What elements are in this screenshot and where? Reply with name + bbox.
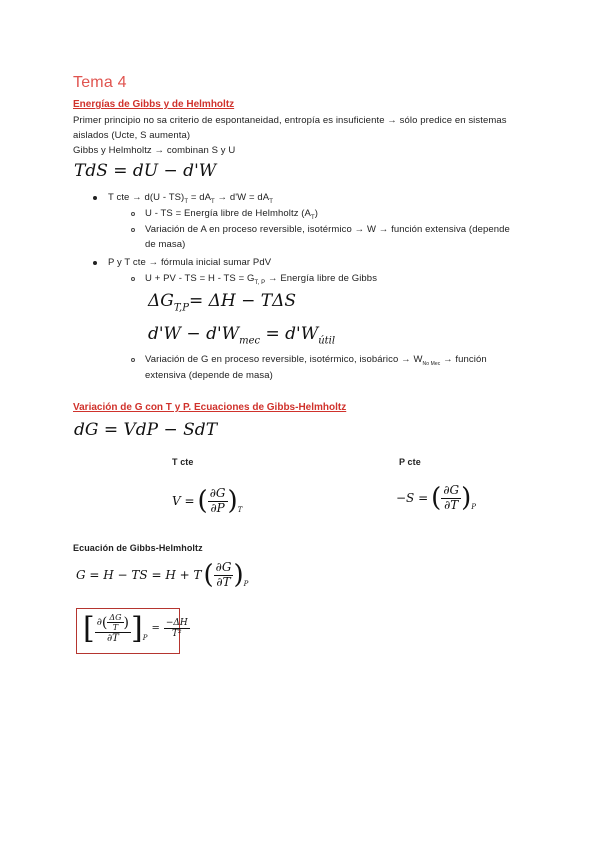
equation-dg: dG = VdP − SdT <box>74 420 218 440</box>
bullet-t-cte-sub-c: T <box>269 198 273 205</box>
variation-g-line-1 <box>145 354 487 367</box>
label-p-cte: P cte <box>399 457 421 467</box>
bracket-right: ] <box>131 610 143 646</box>
gibbs-definition-text: U + PV - TS = H - TS = G <box>145 273 255 284</box>
paren-right: ) <box>123 614 129 631</box>
equation-v <box>172 486 242 516</box>
fraction-v-num: ∂G <box>209 485 226 500</box>
paren-right: ) <box>233 560 244 590</box>
equation-g-lhs: G = H − TS = H + T <box>76 568 202 582</box>
intro-line-1: Primer principio no sa criterio de espontaneidad, entropía es insuficiente → sólo predice en sistemas <box>73 115 507 126</box>
fraction-s-num: ∂G <box>443 482 460 497</box>
equation-tds: TdS = dU − d'W <box>74 161 217 181</box>
bullet-t-cte-text-b: = dA <box>188 192 212 203</box>
gibbs-definition-sub: T, P <box>254 279 266 286</box>
variation-g-sub: No Mec <box>422 360 441 367</box>
sub-bullet-circle <box>131 358 135 362</box>
bullet-t-cte-sub-b: T <box>211 198 215 205</box>
equals-sign: = <box>151 623 160 635</box>
bullet-p-t-cte: P y T cte → fórmula inicial sumar PdV <box>108 257 272 268</box>
paren-left: ( <box>203 560 214 590</box>
sub-bullet-circle <box>131 277 135 281</box>
bullet-t-cte-sub: T <box>184 198 189 205</box>
boxed-equation-content <box>83 610 190 646</box>
equation-s-sub: P <box>471 503 476 511</box>
helmholtz-definition <box>145 208 318 221</box>
variation-g-line-2: extensiva (depende de masa) <box>145 370 273 381</box>
bullet-t-cte-text-c: → d'W = dA <box>214 192 270 203</box>
paren-left: ( <box>431 483 442 513</box>
helmholtz-definition-end: ) <box>314 208 319 219</box>
section-heading-variation-g: Variación de G con T y P. Ecuaciones de Gibbs-Helmholtz <box>73 402 347 413</box>
fraction-rhs-den: T² <box>171 629 182 640</box>
fraction-rhs <box>164 618 190 640</box>
variation-a-line-1: Variación de A en proceso reversible, isotérmico → W → función extensiva (depende <box>145 224 510 235</box>
equation-delta-g: $\Delta G_{T,P}= \Delta H - T\Delta S$ <box>148 291 297 314</box>
bullet-dot <box>93 196 97 200</box>
variation-g-text: Variación de G en proceso reversible, isotérmico, isobárico → W <box>145 354 423 365</box>
bullet-t-cte <box>108 192 273 205</box>
paren-left: ( <box>197 486 208 516</box>
equation-work-sub-util: útil <box>318 335 336 347</box>
partial-symbol: ∂ <box>96 616 102 628</box>
gibbs-definition <box>145 273 377 286</box>
equation-v-lhs: V = <box>172 494 195 508</box>
fraction-inner-num: ΔG <box>109 613 122 622</box>
sub-bullet-circle <box>131 212 135 216</box>
helmholtz-definition-text: U - TS = Energía libre de Helmholtz (A <box>145 208 311 219</box>
bullet-dot <box>93 261 97 265</box>
fraction-outer-den: ∂T <box>106 633 119 645</box>
section-heading-gibbs-helmholtz: Energías de Gibbs y de Helmholtz <box>73 99 235 110</box>
fraction-s <box>441 484 461 513</box>
label-gibbs-helmholtz: Ecuación de Gibbs-Helmholtz <box>73 543 203 553</box>
fraction-g <box>214 561 234 590</box>
paren-right: ) <box>227 486 238 516</box>
variation-g-end: → función <box>440 354 487 365</box>
fraction-g-num: ∂G <box>215 559 232 574</box>
page-title: Tema 4 <box>73 74 127 91</box>
intro-line-3: Gibbs y Helmholtz → combinan S y U <box>73 145 236 156</box>
equation-s-lhs: −S = <box>396 491 429 505</box>
fraction-outer-num <box>95 613 131 633</box>
boxed-sub: P <box>142 633 148 642</box>
fraction-inner-den: T <box>112 623 119 633</box>
equation-g-sub: P <box>243 580 249 588</box>
fraction-rhs-num: −ΔH <box>165 618 188 629</box>
variation-a-line-2: de masa) <box>145 239 186 250</box>
equation-delta-g-sub: T,P <box>173 302 189 314</box>
sub-bullet-circle <box>131 228 135 232</box>
equation-s <box>396 483 476 513</box>
fraction-g-den: ∂T <box>216 574 231 589</box>
bullet-t-cte-text: T cte → d(U - TS) <box>108 192 185 203</box>
equation-work-sub-mec: mec <box>239 335 261 347</box>
fraction-s-den: ∂T <box>444 497 459 512</box>
equation-g <box>76 560 248 590</box>
fraction-v <box>208 487 228 516</box>
helmholtz-definition-sub: T <box>310 214 315 221</box>
label-t-cte: T cte <box>172 457 194 467</box>
gibbs-definition-end: → Energía libre de Gibbs <box>265 273 378 284</box>
fraction-v-den: ∂P <box>210 500 225 515</box>
equation-v-sub: T <box>237 506 243 514</box>
paren-right: ) <box>461 483 472 513</box>
bracket-left: [ <box>83 610 95 646</box>
fraction-inner <box>107 613 123 632</box>
fraction-outer <box>95 613 131 645</box>
equation-work: $d'W - d'W_{mec} = d'W_{útil}$ <box>148 324 336 347</box>
intro-line-2: aislados (Ucte, S aumenta) <box>73 130 191 141</box>
boxed-gibbs-helmholtz-equation <box>76 608 188 654</box>
paren-left: ( <box>101 614 108 631</box>
